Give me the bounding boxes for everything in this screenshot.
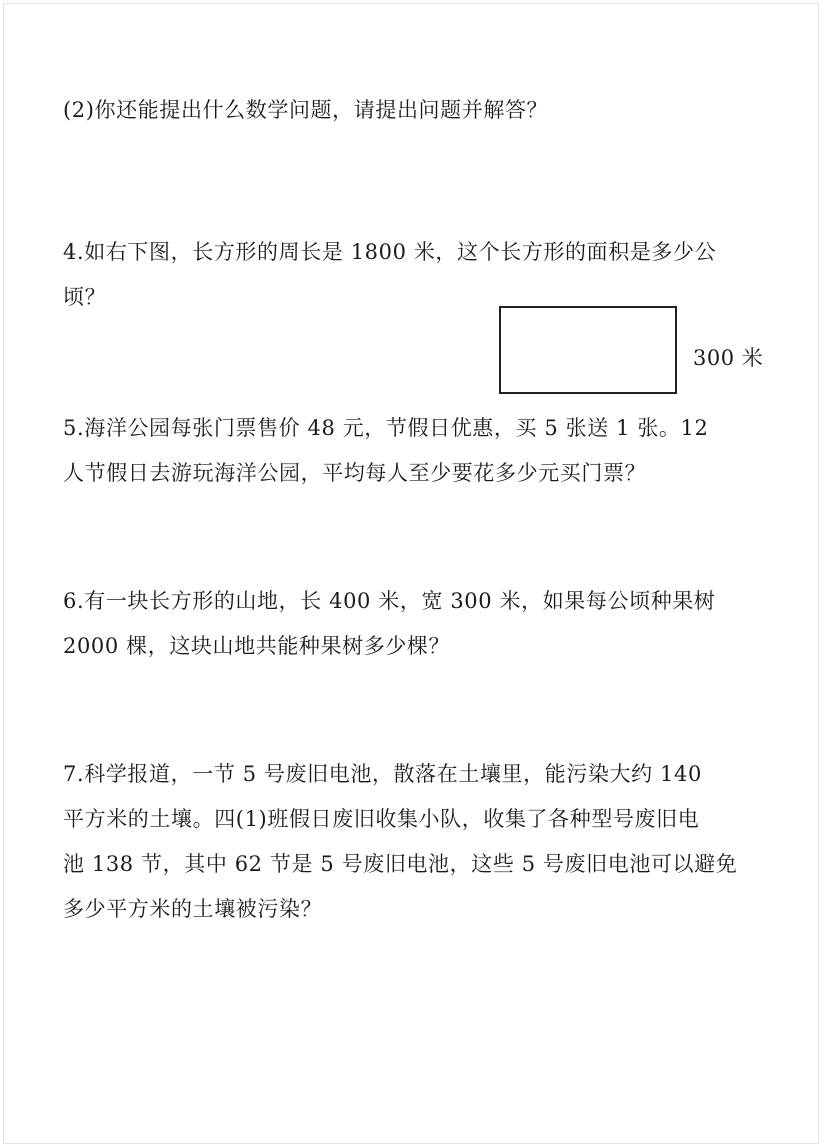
question-7-line-2: 平方米的土壤。四(1)班假日废旧收集小队，收集了各种型号废旧电 xyxy=(63,807,700,831)
worksheet-page xyxy=(3,3,819,1144)
question-7-line-1: 7.科学报道，一节 5 号废旧电池，散落在土壤里，能污染大约 140 xyxy=(63,762,702,786)
question-4-line-2: 顷？ xyxy=(63,285,107,309)
rectangle-figure xyxy=(499,306,677,394)
question-6-line-1: 6.有一块长方形的山地，长 400 米，宽 300 米，如果每公顷种果树 xyxy=(63,589,716,613)
question-6-line-2: 2000 棵，这块山地共能种果树多少棵？ xyxy=(63,634,451,658)
question-7-line-3: 池 138 节，其中 62 节是 5 号废旧电池，这些 5 号废旧电池可以避免 xyxy=(63,852,738,876)
question-4-line-1: 4.如右下图，长方形的周长是 1800 米，这个长方形的面积是多少公 xyxy=(63,240,717,264)
question-2-text: (2)你还能提出什么数学问题，请提出问题并解答？ xyxy=(63,98,549,122)
rectangle-width-label: 300 米 xyxy=(693,346,764,370)
question-5-line-2: 人节假日去游玩海洋公园，平均每人至少要花多少元买门票？ xyxy=(63,461,647,485)
question-5-line-1: 5.海洋公园每张门票售价 48 元，节假日优惠，买 5 张送 1 张。12 xyxy=(63,416,709,440)
question-7-line-4: 多少平方米的土壤被污染？ xyxy=(63,897,323,921)
